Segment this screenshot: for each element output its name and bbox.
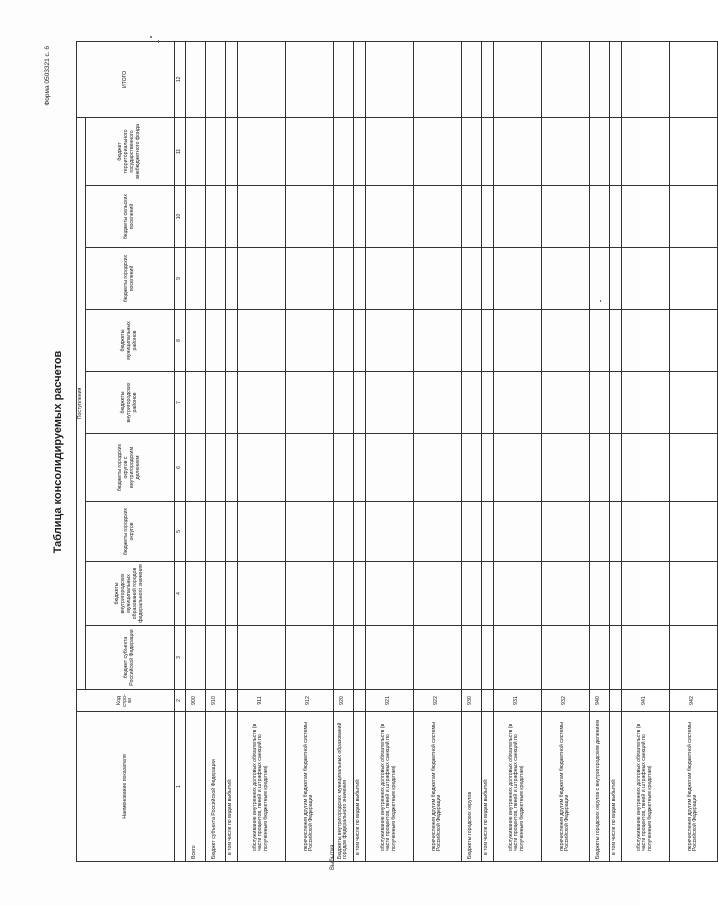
value-cell <box>205 41 225 117</box>
row-indicator: Бюджеты городских округов <box>461 712 481 862</box>
value-cell <box>205 372 225 434</box>
value-cell <box>541 372 589 434</box>
value-cell <box>185 310 205 372</box>
value-cell <box>541 41 589 117</box>
header-col-3: бюджет субъекта Российской Федерации <box>85 626 174 690</box>
side-label: Выбытия <box>330 844 336 870</box>
value-cell <box>621 248 669 310</box>
value-cell <box>185 502 205 562</box>
value-cell <box>333 310 353 372</box>
value-cell <box>461 117 481 185</box>
header-col-4: бюджеты внутригородских муниципальных образований городов федерального значения <box>85 562 174 626</box>
value-cell <box>365 562 413 626</box>
value-cell <box>285 41 333 117</box>
value-cell <box>621 310 669 372</box>
col-number: 9 <box>174 248 185 310</box>
value-cell <box>365 310 413 372</box>
value-cell <box>225 41 237 117</box>
value-cell <box>589 117 609 185</box>
row-indicator: обслуживание внутренних долговых обязательств (в части процентов, пеней и штрафных санкций по полученным бюджетным кредитам) <box>237 712 285 862</box>
value-cell <box>461 626 481 690</box>
value-cell <box>413 502 461 562</box>
header-row-1 <box>77 41 86 861</box>
value-cell <box>237 434 285 502</box>
value-cell <box>237 372 285 434</box>
value-cell <box>185 117 205 185</box>
value-cell <box>205 310 225 372</box>
value-cell <box>333 186 353 248</box>
value-cell <box>461 562 481 626</box>
value-cell <box>609 434 621 502</box>
rotated-form <box>40 42 699 862</box>
row-code: 941 <box>621 690 669 712</box>
header-indicator: Наименование показателя <box>77 712 175 862</box>
row-indicator: Бюджеты городских округов с внутригородским делением <box>589 712 609 862</box>
value-cell <box>589 626 609 690</box>
row-code: 912 <box>285 690 333 712</box>
value-cell <box>285 562 333 626</box>
value-cell <box>225 372 237 434</box>
value-cell <box>609 41 621 117</box>
value-cell <box>205 562 225 626</box>
value-cell <box>589 310 609 372</box>
row-code <box>609 690 621 712</box>
value-cell <box>609 562 621 626</box>
value-cell <box>589 434 609 502</box>
value-cell <box>353 626 365 690</box>
table-row <box>205 41 225 861</box>
table-row <box>185 41 205 861</box>
header-col-11: бюджет территориального государственного внебюджетного фонда <box>85 117 174 185</box>
value-cell <box>461 310 481 372</box>
value-cell <box>225 502 237 562</box>
row-code: 931 <box>493 690 541 712</box>
col-number: 2 <box>174 690 185 712</box>
value-cell <box>493 186 541 248</box>
value-cell <box>621 41 669 117</box>
value-cell <box>225 434 237 502</box>
value-cell <box>237 186 285 248</box>
value-cell <box>185 372 205 434</box>
value-cell <box>237 248 285 310</box>
col-number: 5 <box>174 502 185 562</box>
value-cell <box>237 41 285 117</box>
value-cell <box>461 434 481 502</box>
header-col-8: бюджеты муниципальных районов <box>85 310 174 372</box>
value-cell <box>609 372 621 434</box>
table-row <box>333 41 353 861</box>
value-cell <box>493 248 541 310</box>
value-cell <box>493 372 541 434</box>
value-cell <box>285 502 333 562</box>
table-row <box>589 41 609 861</box>
value-cell <box>353 562 365 626</box>
value-cell <box>669 248 717 310</box>
value-cell <box>609 502 621 562</box>
header-total: ИТОГО <box>77 41 175 117</box>
header-col-10: бюджеты сельских поселений <box>85 186 174 248</box>
table-body <box>185 41 717 861</box>
col-number: 4 <box>174 562 185 626</box>
table-row <box>493 41 541 861</box>
value-cell <box>353 372 365 434</box>
scan-speck <box>150 36 152 38</box>
row-indicator: перечисления другим бюджетам бюджетной системы Российской Федерации <box>669 712 717 862</box>
col-number: 7 <box>174 372 185 434</box>
table-row <box>461 41 481 861</box>
table-row <box>365 41 413 861</box>
header-col-5: бюджеты городских округов <box>85 502 174 562</box>
value-cell <box>365 372 413 434</box>
table-row <box>669 41 717 861</box>
table-row <box>353 41 365 861</box>
value-cell <box>669 41 717 117</box>
row-indicator: обслуживание внутренних долговых обязательств (в части процентов, пеней и штрафных санкций по полученным бюджетным кредитам) <box>621 712 669 862</box>
value-cell <box>285 372 333 434</box>
value-cell <box>621 562 669 626</box>
value-cell <box>225 310 237 372</box>
value-cell <box>493 310 541 372</box>
value-cell <box>541 562 589 626</box>
value-cell <box>365 434 413 502</box>
row-code <box>481 690 493 712</box>
table-row <box>413 41 461 861</box>
row-code <box>353 690 365 712</box>
col-number: 1 <box>174 712 185 862</box>
value-cell <box>589 502 609 562</box>
header-receipts: Поступления <box>77 117 86 689</box>
value-cell <box>493 41 541 117</box>
value-cell <box>493 562 541 626</box>
value-cell <box>481 117 493 185</box>
value-cell <box>185 434 205 502</box>
value-cell <box>225 186 237 248</box>
value-cell <box>541 248 589 310</box>
row-code: 930 <box>461 690 481 712</box>
table-row <box>621 41 669 861</box>
col-number: 3 <box>174 626 185 690</box>
col-number: 6 <box>174 434 185 502</box>
table-row <box>481 41 493 861</box>
value-cell <box>493 502 541 562</box>
form-code: Форма 0503321 с. 6 <box>44 46 51 106</box>
row-indicator: в том числе по видам выбытий: <box>353 712 365 862</box>
value-cell <box>541 626 589 690</box>
value-cell <box>413 372 461 434</box>
value-cell <box>413 248 461 310</box>
value-cell <box>609 310 621 372</box>
value-cell <box>413 186 461 248</box>
row-indicator: в том числе по видам выбытий: <box>609 712 621 862</box>
value-cell <box>609 248 621 310</box>
value-cell <box>669 626 717 690</box>
header-col-9: бюджеты городских поселений <box>85 248 174 310</box>
value-cell <box>353 117 365 185</box>
value-cell <box>541 434 589 502</box>
value-cell <box>481 562 493 626</box>
value-cell <box>481 248 493 310</box>
row-code: 922 <box>413 690 461 712</box>
value-cell <box>365 248 413 310</box>
value-cell <box>333 41 353 117</box>
value-cell <box>461 186 481 248</box>
value-cell <box>365 117 413 185</box>
value-cell <box>205 502 225 562</box>
value-cell <box>333 248 353 310</box>
value-cell <box>669 310 717 372</box>
value-cell <box>669 434 717 502</box>
value-cell <box>621 502 669 562</box>
header-col-7: бюджеты внутригородских районов <box>85 372 174 434</box>
row-indicator: в том числе по видам выбытий: <box>481 712 493 862</box>
value-cell <box>669 186 717 248</box>
value-cell <box>461 248 481 310</box>
row-indicator: обслуживание внутренних долговых обязательств (в части процентов, пеней и штрафных санкций по полученным бюджетным кредитам) <box>365 712 413 862</box>
value-cell <box>365 186 413 248</box>
value-cell <box>285 434 333 502</box>
value-cell <box>333 372 353 434</box>
table-row <box>225 41 237 861</box>
value-cell <box>185 41 205 117</box>
value-cell <box>621 434 669 502</box>
value-cell <box>621 626 669 690</box>
row-code: 940 <box>589 690 609 712</box>
row-code: 911 <box>237 690 285 712</box>
value-cell <box>185 626 205 690</box>
value-cell <box>493 117 541 185</box>
value-cell <box>205 626 225 690</box>
value-cell <box>541 186 589 248</box>
value-cell <box>589 562 609 626</box>
value-cell <box>481 41 493 117</box>
value-cell <box>609 626 621 690</box>
value-cell <box>225 562 237 626</box>
value-cell <box>461 502 481 562</box>
value-cell <box>413 117 461 185</box>
row-indicator: в том числе по видам выбытий: <box>225 712 237 862</box>
value-cell <box>365 502 413 562</box>
row-indicator: обслуживание внутренних долговых обязательств (в части процентов, пеней и штрафных санкций по полученным бюджетным кредитам) <box>493 712 541 862</box>
value-cell <box>541 310 589 372</box>
table-row <box>609 41 621 861</box>
row-indicator: перечисления другим бюджетам бюджетной системы Российской Федерации <box>413 712 461 862</box>
value-cell <box>285 248 333 310</box>
value-cell <box>621 186 669 248</box>
value-cell <box>205 117 225 185</box>
value-cell <box>353 248 365 310</box>
value-cell <box>237 502 285 562</box>
table-title: Таблица консолидируемых расчетов <box>52 350 64 554</box>
row-code <box>225 690 237 712</box>
value-cell <box>185 248 205 310</box>
header-col-6: бюджеты городских округов с внутригородским делением <box>85 434 174 502</box>
value-cell <box>365 626 413 690</box>
value-cell <box>541 502 589 562</box>
table-row <box>285 41 333 861</box>
value-cell <box>205 248 225 310</box>
value-cell <box>237 117 285 185</box>
value-cell <box>285 186 333 248</box>
col-number: 8 <box>174 310 185 372</box>
value-cell <box>333 117 353 185</box>
value-cell <box>225 626 237 690</box>
value-cell <box>185 562 205 626</box>
row-indicator: Бюджеты внутригородских муниципальных образований городов федерального значения <box>333 712 353 862</box>
value-cell <box>481 372 493 434</box>
row-code: 920 <box>333 690 353 712</box>
row-code: 932 <box>541 690 589 712</box>
value-cell <box>669 562 717 626</box>
value-cell <box>413 434 461 502</box>
value-cell <box>621 117 669 185</box>
value-cell <box>669 502 717 562</box>
value-cell <box>413 310 461 372</box>
value-cell <box>461 41 481 117</box>
value-cell <box>285 310 333 372</box>
value-cell <box>541 117 589 185</box>
value-cell <box>333 434 353 502</box>
value-cell <box>205 434 225 502</box>
consolidated-table <box>76 41 718 862</box>
value-cell <box>365 41 413 117</box>
value-cell <box>481 186 493 248</box>
column-number-row <box>174 41 185 861</box>
value-cell <box>285 626 333 690</box>
value-cell <box>609 117 621 185</box>
value-cell <box>237 310 285 372</box>
header-code: Код стро-ки <box>77 690 175 712</box>
value-cell <box>285 117 333 185</box>
value-cell <box>669 372 717 434</box>
value-cell <box>333 626 353 690</box>
value-cell <box>589 372 609 434</box>
value-cell <box>481 434 493 502</box>
value-cell <box>413 626 461 690</box>
value-cell <box>333 562 353 626</box>
value-cell <box>609 186 621 248</box>
value-cell <box>185 186 205 248</box>
value-cell <box>353 310 365 372</box>
value-cell <box>413 41 461 117</box>
col-number: 12 <box>174 41 185 117</box>
table-row <box>541 41 589 861</box>
scan-speck <box>158 40 159 43</box>
row-code: 910 <box>205 690 225 712</box>
value-cell <box>669 117 717 185</box>
row-code: 942 <box>669 690 717 712</box>
col-number: 10 <box>174 186 185 248</box>
value-cell <box>353 186 365 248</box>
value-cell <box>481 502 493 562</box>
value-cell <box>333 502 353 562</box>
value-cell <box>493 626 541 690</box>
value-cell <box>493 434 541 502</box>
row-indicator: перечисления другим бюджетам бюджетной системы Российской Федерации <box>285 712 333 862</box>
col-number: 11 <box>174 117 185 185</box>
value-cell <box>621 372 669 434</box>
value-cell <box>589 186 609 248</box>
table-row <box>237 41 285 861</box>
value-cell <box>461 372 481 434</box>
value-cell <box>481 310 493 372</box>
row-indicator: перечисления другим бюджетам бюджетной системы Российской Федерации <box>541 712 589 862</box>
value-cell <box>353 41 365 117</box>
value-cell <box>481 626 493 690</box>
value-cell <box>237 626 285 690</box>
row-code: 921 <box>365 690 413 712</box>
value-cell <box>589 41 609 117</box>
scan-speck <box>600 300 601 302</box>
value-cell <box>353 502 365 562</box>
row-code: 900 <box>185 690 205 712</box>
value-cell <box>225 117 237 185</box>
value-cell <box>225 248 237 310</box>
value-cell <box>413 562 461 626</box>
value-cell <box>205 186 225 248</box>
value-cell <box>237 562 285 626</box>
row-indicator: Всего <box>185 712 205 862</box>
row-indicator: Бюджет субъекта Российской Федерации <box>205 712 225 862</box>
value-cell <box>353 434 365 502</box>
